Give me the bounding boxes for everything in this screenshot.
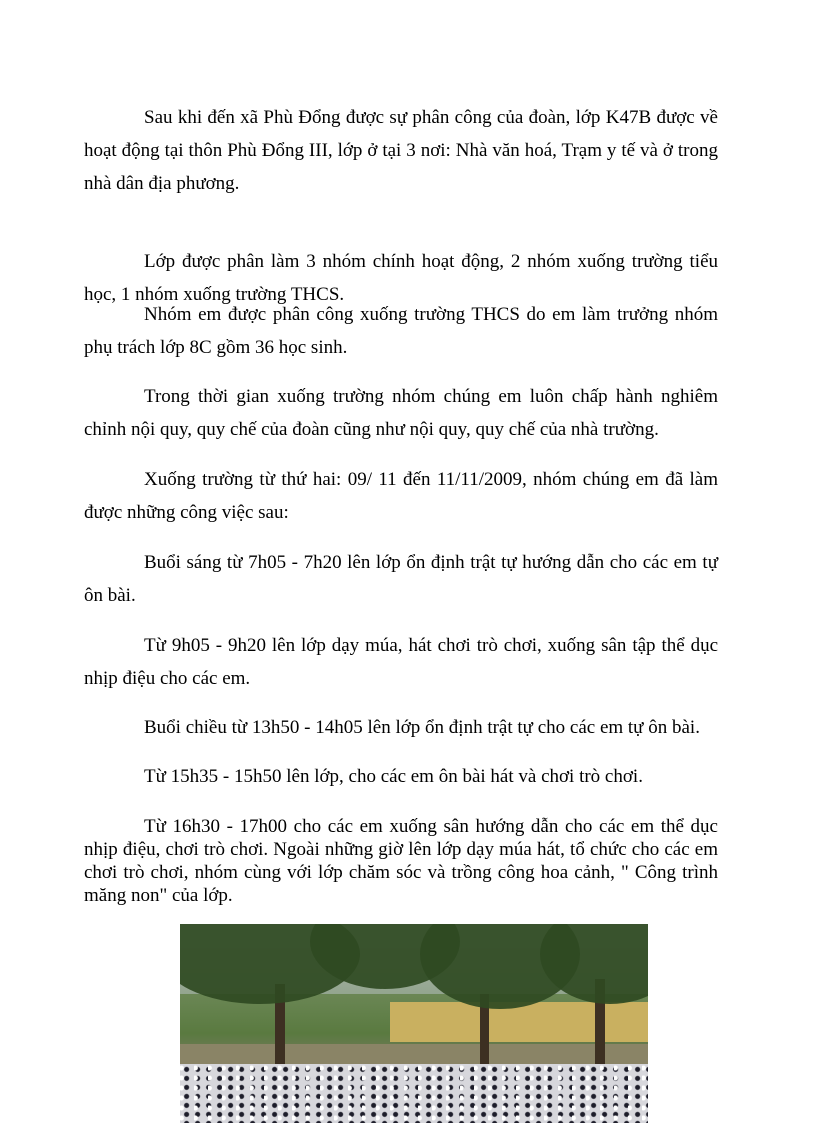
- paragraph-7: Từ 9h05 - 9h20 lên lớp dạy múa, hát chơi trò chơi, xuống sân tập thể dục nhịp điệu cho các em.: [84, 635, 718, 689]
- paragraph-2: Lớp được phân làm 3 nhóm chính hoạt động, 2 nhóm xuống trường tiểu học, 1 nhóm xuống trường THCS.: [84, 251, 718, 305]
- paragraph-8: Buổi chiều từ 13h50 - 14h05 lên lớp ổn định trật tự cho các em tự ôn bài.: [144, 717, 700, 738]
- schoolyard-photo: [180, 924, 648, 1123]
- photo-crowd: [180, 1064, 648, 1123]
- paragraph-1: Sau khi đến xã Phù Đổng được sự phân công của đoàn, lớp K47B được về hoạt động tại thôn Phù Đổng III, lớp ở tại 3 nơi: Nhà văn hoá, Trạm y tế và ở trong nhà dân địa phương.: [84, 107, 718, 194]
- paragraph-6: Buổi sáng từ 7h05 - 7h20 lên lớp ổn định trật tự hướng dẫn cho các em tự ôn bài.: [84, 552, 718, 606]
- paragraph-9: Từ 15h35 - 15h50 lên lớp, cho các em ôn bài hát và chơi trò chơi.: [144, 766, 643, 787]
- paragraph-4: Trong thời gian xuống trường nhóm chúng em luôn chấp hành nghiêm chỉnh nội quy, quy chế của đoàn cũng như nội quy, quy chế của nhà trường.: [84, 386, 718, 440]
- paragraph-5: Xuống trường từ thứ hai: 09/ 11 đến 11/11/2009, nhóm chúng em đã làm được những công việc sau:: [84, 469, 718, 523]
- paragraph-3: Nhóm em được phân công xuống trường THCS do em làm trưởng nhóm phụ trách lớp 8C gồm 36 học sinh.: [84, 304, 718, 358]
- paragraph-10: Từ 16h30 - 17h00 cho các em xuống sân hướng dẫn cho các em thể dục nhịp điệu, chơi trò chơi. Ngoài những giờ lên lớp dạy múa hát, tổ chức cho các em chơi trò chơi, nhóm cùng với lớp chăm sóc và trồng công hoa cảnh, " Công trình măng non" của lớp.: [84, 816, 718, 906]
- photo-building: [390, 1002, 648, 1042]
